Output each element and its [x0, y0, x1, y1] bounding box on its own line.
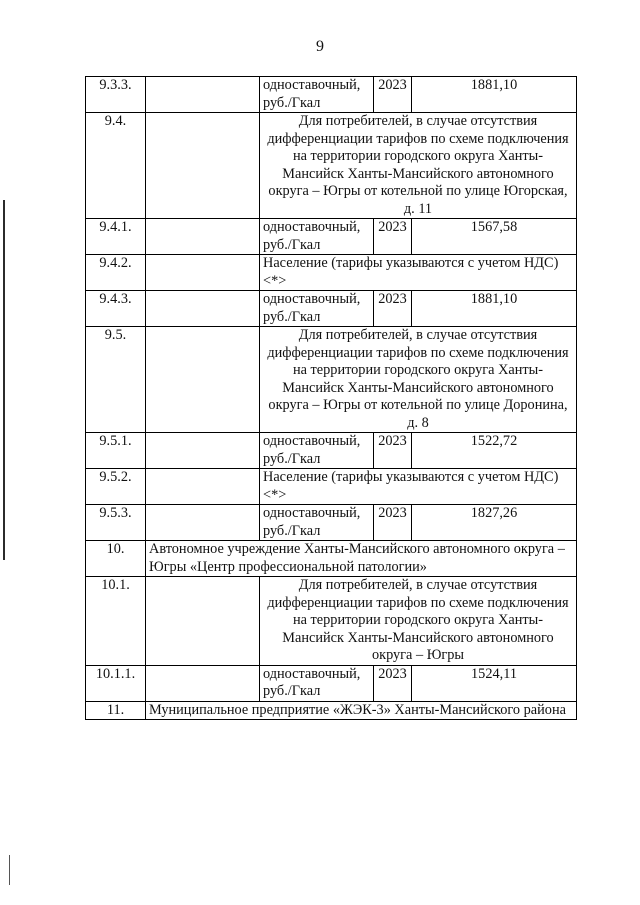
- row-number: 9.5.3.: [86, 505, 146, 541]
- empty-cell: [146, 219, 260, 255]
- table-row: [86, 327, 577, 433]
- empty-cell: [146, 505, 260, 541]
- empty-cell: [146, 433, 260, 469]
- tariff-value: 1522,72: [412, 433, 577, 469]
- empty-cell: [146, 469, 260, 505]
- organization-cell: Муниципальное предприятие «ЖЭК-3» Ханты-Мансийского района: [146, 701, 577, 720]
- year-cell: 2023: [374, 665, 412, 701]
- row-number: 10.1.: [86, 577, 146, 666]
- tariff-value: 1881,10: [412, 291, 577, 327]
- unit-cell: одноставочный, руб./Гкал: [260, 77, 374, 113]
- tariff-value: 1567,58: [412, 219, 577, 255]
- empty-cell: [146, 577, 260, 666]
- tariff-value: 1827,26: [412, 505, 577, 541]
- year-cell: 2023: [374, 291, 412, 327]
- row-number: 9.5.2.: [86, 469, 146, 505]
- unit-cell: одноставочный, руб./Гкал: [260, 505, 374, 541]
- organization-cell: Автономное учреждение Ханты-Мансийского автономного округа – Югры «Центр профессиональной патологии»: [146, 541, 577, 577]
- tariff-table: [85, 76, 577, 720]
- row-number: 11.: [86, 701, 146, 720]
- empty-cell: [146, 255, 260, 291]
- table-row: [86, 701, 577, 720]
- row-number: 9.4.2.: [86, 255, 146, 291]
- page-number: 9: [316, 38, 324, 55]
- unit-cell: одноставочный, руб./Гкал: [260, 219, 374, 255]
- table-row: [86, 77, 577, 113]
- row-number: 9.3.3.: [86, 77, 146, 113]
- note-cell: Население (тарифы указываются с учетом НДС) <*>: [260, 469, 577, 505]
- year-cell: 2023: [374, 433, 412, 469]
- row-number: 9.4.1.: [86, 219, 146, 255]
- row-number: 9.4.3.: [86, 291, 146, 327]
- unit-cell: одноставочный, руб./Гкал: [260, 665, 374, 701]
- empty-cell: [146, 113, 260, 219]
- note-cell: Население (тарифы указываются с учетом НДС) <*>: [260, 255, 577, 291]
- year-cell: 2023: [374, 505, 412, 541]
- table-row: [86, 291, 577, 327]
- table-row: [86, 113, 577, 219]
- year-cell: 2023: [374, 219, 412, 255]
- description-cell: Для потребителей, в случае отсутствия дифференциации тарифов по схеме подключения на территории городского округа Ханты-Мансийск Ханты-Мансийского автономного округа – Югры: [260, 577, 577, 666]
- row-number: 10.1.1.: [86, 665, 146, 701]
- empty-cell: [146, 665, 260, 701]
- table-row: [86, 505, 577, 541]
- empty-cell: [146, 327, 260, 433]
- table-row: [86, 665, 577, 701]
- row-number: 9.4.: [86, 113, 146, 219]
- row-number: 10.: [86, 541, 146, 577]
- scan-mark: [9, 855, 10, 885]
- table-row: [86, 541, 577, 577]
- row-number: 9.5.1.: [86, 433, 146, 469]
- table-row: [86, 433, 577, 469]
- empty-cell: [146, 291, 260, 327]
- description-cell: Для потребителей, в случае отсутствия дифференциации тарифов по схеме подключения на территории городского округа Ханты-Мансийск Ханты-Мансийского автономного округа – Югры от котельной по улице Доронина, д. 8: [260, 327, 577, 433]
- tariff-value: 1881,10: [412, 77, 577, 113]
- table-row: [86, 219, 577, 255]
- description-cell: Для потребителей, в случае отсутствия дифференциации тарифов по схеме подключения на территории городского округа Ханты-Мансийск Ханты-Мансийского автономного округа – Югры от котельной по улице Югорская, д. 11: [260, 113, 577, 219]
- empty-cell: [146, 77, 260, 113]
- tariff-value: 1524,11: [412, 665, 577, 701]
- unit-cell: одноставочный, руб./Гкал: [260, 433, 374, 469]
- row-number: 9.5.: [86, 327, 146, 433]
- table-row: [86, 469, 577, 505]
- unit-cell: одноставочный, руб./Гкал: [260, 291, 374, 327]
- table-row: [86, 577, 577, 666]
- year-cell: 2023: [374, 77, 412, 113]
- scan-mark: [3, 200, 5, 560]
- table-row: [86, 255, 577, 291]
